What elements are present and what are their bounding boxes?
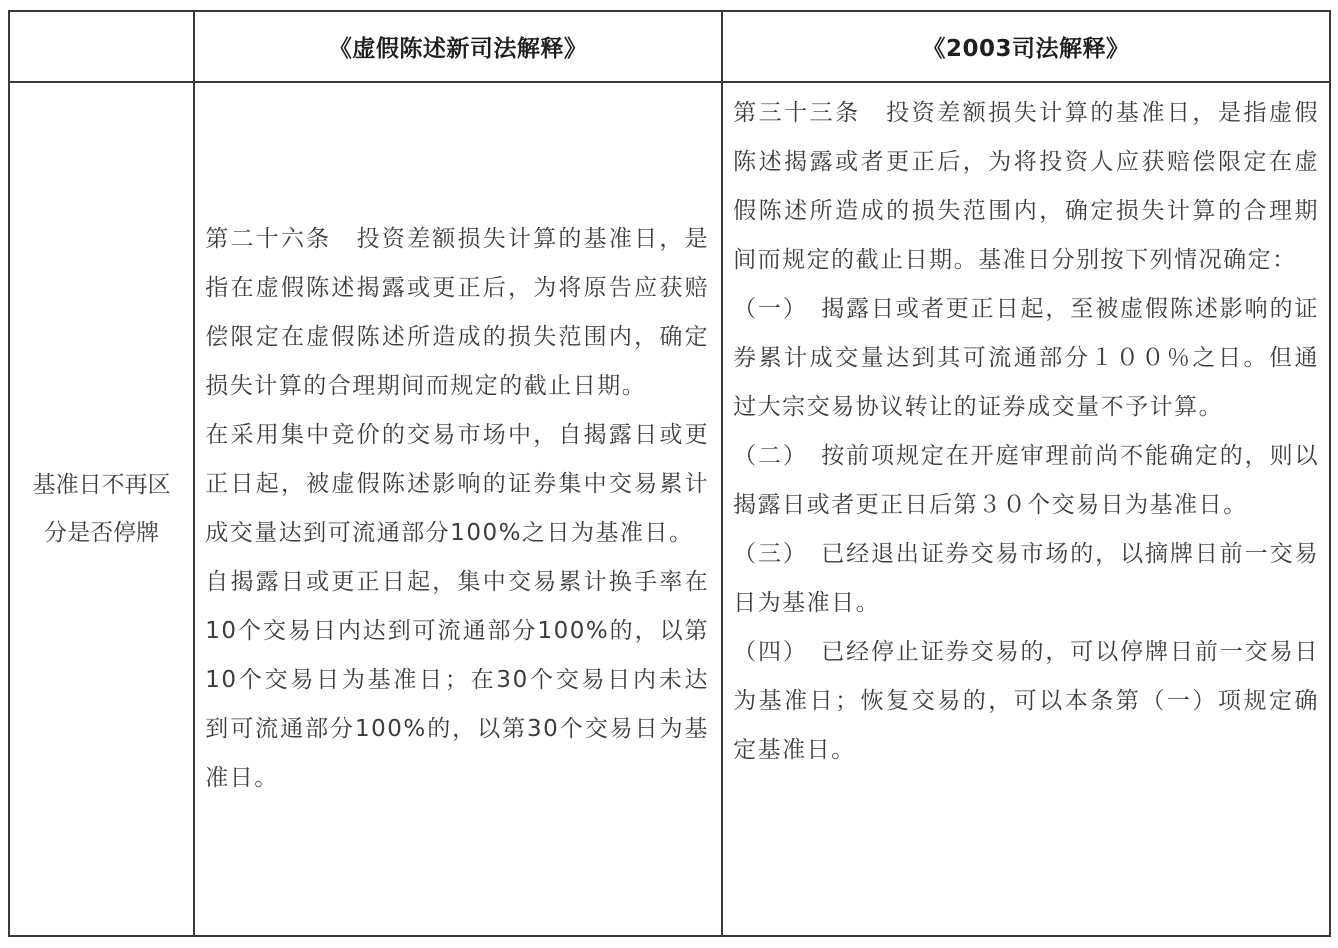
new-article-26-turnover-rule: 自揭露日或更正日起，集中交易累计换手率在10个交易日内达到可流通部分100%的，以第10个交易日为基准日；在30个交易日内未达到可流通部分100%的，以第30个交易日为基准日。	[205, 569, 710, 791]
old-article-33-item-2: （二） 按前项规定在开庭审理前尚不能确定的，则以揭露日或者更正日后第３０个交易日为基准日。	[733, 443, 1319, 518]
new-article-26-definition: 第二十六条 投资差额损失计算的基准日，是指在虚假陈述揭露或更正后，为将原告应获赔偿限定在虚假陈述所造成的损失范围内，确定损失计算的合理期间而规定的截止日期。	[205, 226, 710, 399]
old-article-33-item-4: （四） 已经停止证券交易的，可以停牌日前一交易日为基准日；恢复交易的，可以本条第（一）项规定确定基准日。	[733, 639, 1319, 763]
old-article-33-item-3: （三） 已经退出证券交易市场的，以摘牌日前一交易日为基准日。	[733, 541, 1319, 616]
header-row	[9, 11, 1330, 82]
table-row	[9, 82, 1330, 936]
comparison-table	[8, 10, 1331, 937]
old-interpretation-cell	[722, 82, 1330, 936]
header-label-cell	[9, 11, 194, 82]
new-article-26-centralized-trading: 在采用集中竞价的交易市场中，自揭露日或更正日起，被虚假陈述影响的证券集中交易累计成交量达到可流通部分100%之日为基准日。	[205, 422, 710, 546]
header-2003-interpretation: 《2003司法解释》	[722, 11, 1330, 82]
row-label: 基准日不再区分是否停牌	[9, 82, 194, 936]
header-new-interpretation: 《虚假陈述新司法解释》	[194, 11, 722, 82]
old-article-33-definition: 第三十三条 投资差额损失计算的基准日，是指虚假陈述揭露或者更正后，为将投资人应获赔偿限定在虚假陈述所造成的损失范围内，确定损失计算的合理期间而规定的截止日期。基准日分别按下列情况确定：	[733, 100, 1319, 273]
old-article-33-item-1: （一） 揭露日或者更正日起，至被虚假陈述影响的证券累计成交量达到其可流通部分１００％之日。但通过大宗交易协议转让的证券成交量不予计算。	[733, 296, 1319, 420]
new-interpretation-cell	[194, 82, 722, 936]
